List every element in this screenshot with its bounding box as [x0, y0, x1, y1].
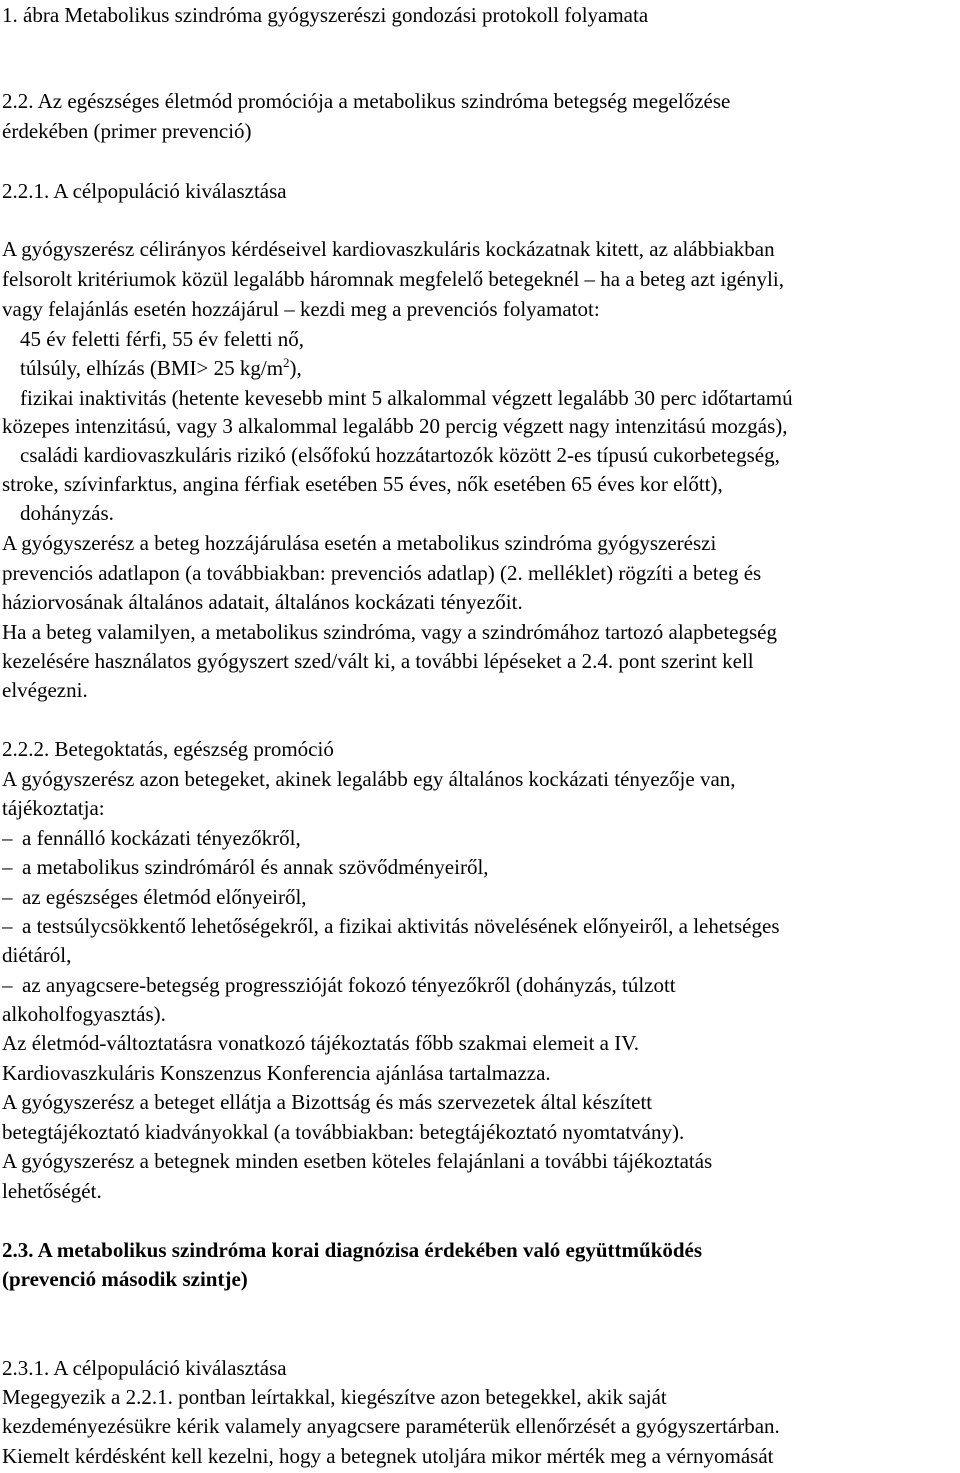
paragraph-line: kezdeményezésükre kérik valamely anyagcsere paraméterük ellenőrzését a gyógyszertárban. — [2, 1414, 780, 1438]
criteria-item-smoking: dohányzás. — [20, 501, 114, 525]
list-item: – a metabolikus szindrómáról és annak szövődményeiről, — [2, 852, 489, 882]
paragraph-line: prevenciós adatlapon (a továbbiakban: prevenciós adatlap) (2. melléklet) rögzíti a beteg és — [2, 561, 762, 585]
paragraph-line: Kardiovaszkuláris Konszenzus Konferencia ajánlása tartalmazza. — [2, 1061, 551, 1085]
paragraph-line: betegtájékoztató kiadványokkal (a továbbiakban: betegtájékoztató nyomtatvány). — [2, 1120, 685, 1144]
criteria-item-family-risk-cont: stroke, szívinfarktus, angina férfiak esetében 55 éves, nők esetében 65 éves kor előtt), — [2, 472, 723, 496]
paragraph-line: Az életmód-változtatásra vonatkozó tájékoztatás főbb szakmai elemeit a IV. — [2, 1031, 639, 1055]
criteria-item-bmi: túlsúly, elhízás (BMI> 25 $kg/m^2$), — [20, 355, 302, 380]
paragraph-line: A gyógyszerész a beteget ellátja a Bizottság és más szervezetek által készített — [2, 1090, 653, 1114]
list-item: – az egészséges életmód előnyeiről, — [2, 882, 307, 912]
list-item: – a fennálló kockázati tényezőkről, — [2, 823, 301, 853]
dash-bullet: – — [2, 914, 13, 938]
section-heading-2-2-cont: érdekében (primer prevenció) — [2, 119, 252, 143]
paragraph-line: Kiemelt kérdésként kell kezelni, hogy a betegnek utoljára mikor mérték meg a vérnyomását — [2, 1444, 774, 1468]
paragraph-line: vagy felajánlás esetén hozzájárul – kezdi meg a prevenciós folyamatot: — [2, 297, 600, 321]
section-heading-2-3: 2.3. A metabolikus szindróma korai diagnózisa érdekében való együttműködés — [2, 1238, 703, 1262]
list-item: – az anyagcsere-betegség progresszióját fokozó tényezőkről (dohányzás, túlzott — [2, 970, 676, 1000]
paragraph-line: Ha a beteg valamilyen, a metabolikus szindróma, vagy a szindrómához tartozó alapbetegség — [2, 620, 777, 644]
paragraph-line: A gyógyszerész a betegnek minden esetben köteles felajánlani a további tájékoztatás — [2, 1149, 713, 1173]
dash-bullet: – — [2, 885, 13, 909]
paragraph-line: elvégezni. — [2, 678, 88, 702]
paragraph-line: kezelésére használatos gyógyszert szed/vált ki, a további lépéseket a 2.4. pont szerint kell — [2, 649, 754, 673]
paragraph-line: lehetőségét. — [2, 1179, 102, 1203]
dash-bullet: – — [2, 855, 13, 879]
section-heading-2-2-1: 2.2.1. A célpopuláció kiválasztása — [2, 179, 287, 203]
paragraph-line: Megegyezik a 2.2.1. pontban leírtakkal, kiegészítve azon betegekkel, akik saját — [2, 1385, 667, 1409]
criteria-item-family-risk: családi kardiovaszkuláris rizikó (elsőfokú hozzátartozók között 2-es típusú cukorbetegség, — [20, 443, 780, 467]
figure-caption: 1. ábra Metabolikus szindróma gyógyszerészi gondozási protokoll folyamata — [2, 3, 649, 27]
list-item: – a testsúlycsökkentő lehetőségekről, a fizikai aktivitás növelésének előnyeiről, a lehetséges — [2, 911, 780, 941]
dash-bullet: – — [2, 973, 13, 997]
criteria-item-inactivity-cont: közepes intenzitású, vagy 3 alkalommal legalább 20 percig végzett nagy intenzitású mozgás), — [2, 414, 788, 438]
criteria-item-inactivity: fizikai inaktivitás (hetente kevesebb mint 5 alkalommal végzett legalább 30 perc időtartamú — [20, 386, 793, 410]
dash-bullet: – — [2, 826, 13, 850]
paragraph-line: A gyógyszerész a beteg hozzájárulása esetén a metabolikus szindróma gyógyszerészi — [2, 531, 717, 555]
paragraph-line: A gyógyszerész azon betegeket, akinek legalább egy általános kockázati tényezője van, — [2, 767, 736, 791]
paragraph-line: felsorolt kritériumok közül legalább háromnak megfelelő betegeknél – ha a beteg azt igényli, — [2, 267, 784, 291]
paragraph-line: A gyógyszerész célirányos kérdéseivel kardiovaszkuláris kockázatnak kitett, az alábbiakban — [2, 237, 775, 261]
section-heading-2-3-cont: (prevenció második szintje) — [2, 1267, 248, 1291]
list-item-cont: alkoholfogyasztás). — [2, 1002, 166, 1026]
section-heading-2-2-2: 2.2.2. Betegoktatás, egészség promóció — [2, 737, 334, 761]
section-heading-2-3-1: 2.3.1. A célpopuláció kiválasztása — [2, 1356, 287, 1380]
paragraph-line: háziorvosának általános adatait, általános kockázati tényezőit. — [2, 590, 523, 614]
list-item-cont: diétáról, — [2, 943, 72, 967]
section-heading-2-2: 2.2. Az egészséges életmód promóciója a metabolikus szindróma betegség megelőzése — [2, 89, 731, 113]
criteria-item-age: 45 év feletti férfi, 55 év feletti nő, — [20, 327, 304, 351]
paragraph-line: tájékoztatja: — [2, 796, 105, 820]
